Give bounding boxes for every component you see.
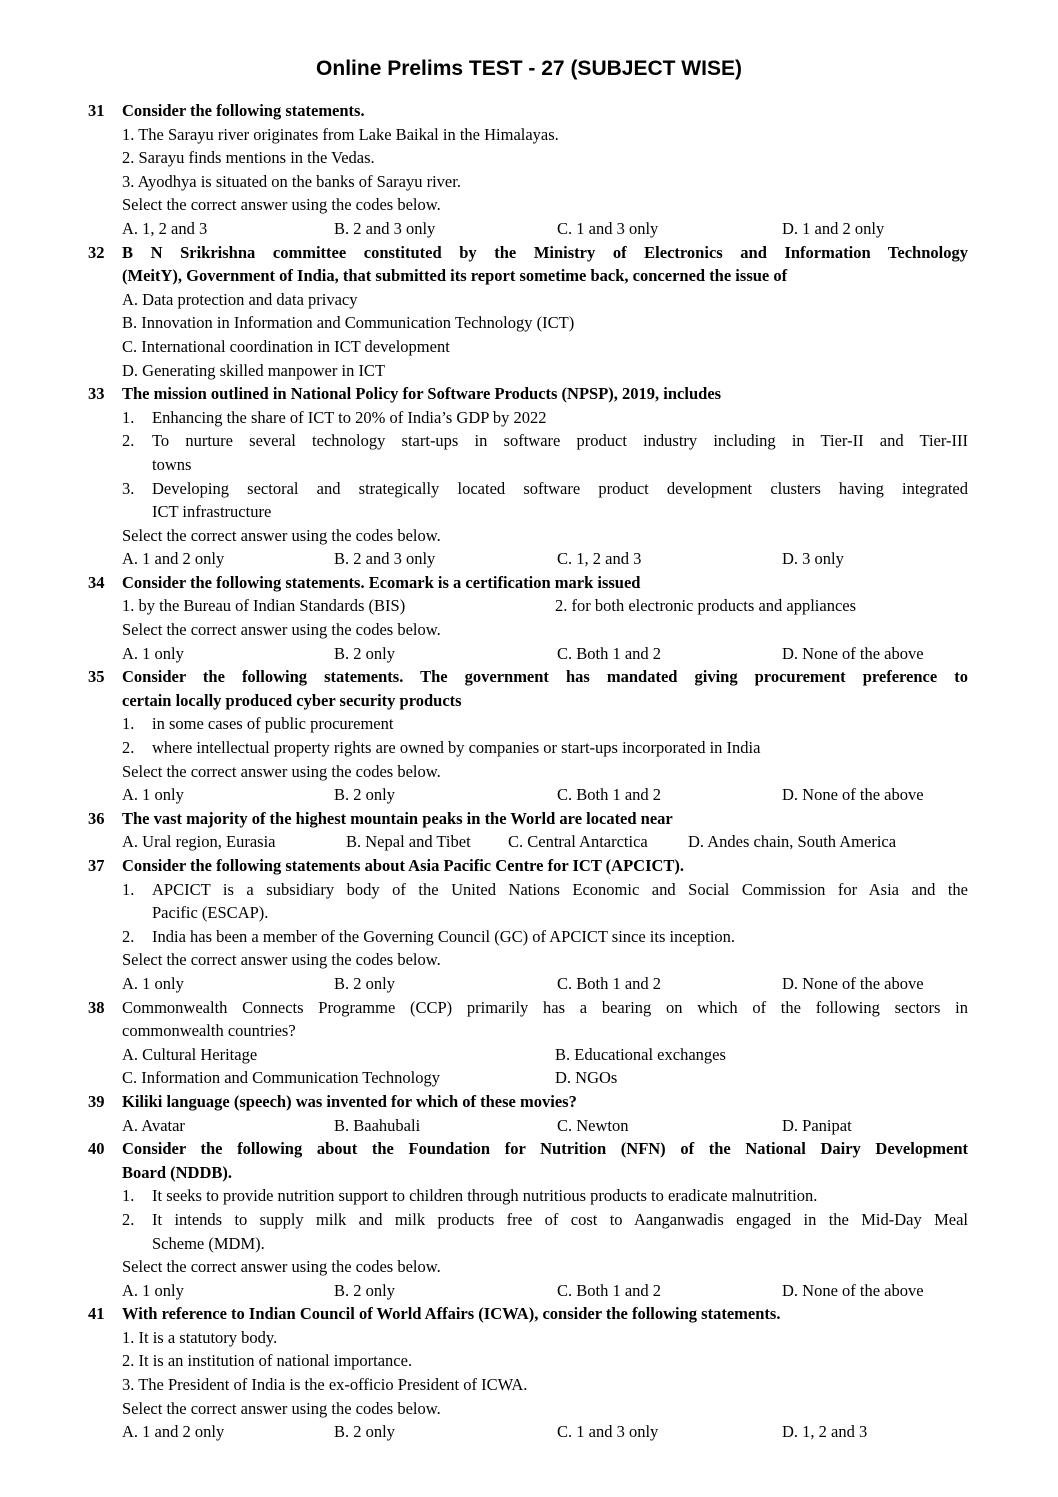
question-stem: certain locally produced cyber security products [122,690,462,710]
question-36 [88,807,968,854]
question-stem: Consider the following statements. Ecomark is a certification mark issued [122,572,641,592]
select-line: Select the correct answer using the codes below. [122,761,441,781]
statement-text: in some cases of public procurement [152,714,394,734]
question-stem: The mission outlined in National Policy for Software Products (NPSP), 2019, includes [122,384,722,404]
option-a: A. Cultural Heritage [122,1044,258,1064]
question-stem: Board (NDDB). [122,1162,232,1182]
option-c: C. Both 1 and 2 [557,1280,662,1300]
question-stem: Consider the following statements. The government has mandated giving procurement preference to [122,667,968,687]
options-row [122,830,968,854]
question-32 [88,241,968,383]
select-line: Select the correct answer using the codes below. [122,1398,441,1418]
numbered-statement [122,1208,968,1255]
question-number: 33 [88,384,105,404]
option-a: A. 1 and 2 only [122,549,225,569]
statement-2: 2. for both electronic products and appliances [555,596,857,616]
option-b: B. Baahubali [334,1115,421,1135]
question-number: 40 [88,1139,105,1159]
select-line: Select the correct answer using the codes below. [122,195,441,215]
option-a: A. Avatar [122,1115,185,1135]
statement-line: 1. It is a statutory body. [122,1327,278,1347]
option-b: B. 2 only [334,643,395,663]
statement-1: 1. by the Bureau of Indian Standards (BIS) [122,596,406,616]
option-b: B. Educational exchanges [555,1044,726,1064]
statement-number: 1. [122,714,135,734]
question-38 [88,996,968,1090]
option-c: C. Information and Communication Technology [122,1068,440,1088]
question-31 [88,99,968,241]
options-row [122,1279,968,1303]
options-row [122,972,968,996]
question-34 [88,571,968,665]
question-number: 39 [88,1091,105,1111]
select-line: Select the correct answer using the codes below. [122,950,441,970]
option-a: A. 1 only [122,973,184,993]
option-b: B. 2 only [334,1422,395,1442]
question-number: 34 [88,572,105,592]
question-stem: B N Srikrishna committee constituted by the Ministry of Electronics and Information Technology [122,242,968,262]
option-d: D. None of the above [782,1280,924,1300]
question-stem: The vast majority of the highest mountain peaks in the World are located near [122,808,673,828]
option-d: D. 3 only [782,549,844,569]
statement-line: 3. Ayodhya is situated on the banks of Sarayu river. [122,171,461,191]
question-number: 32 [88,242,105,262]
question-number: 37 [88,856,105,875]
option-d: D. 1, 2 and 3 [782,1422,868,1442]
option-c: C. Central Antarctica [508,832,648,852]
question-35 [88,665,968,807]
option-d: D. Panipat [782,1115,852,1135]
options-row [122,1114,968,1138]
question-stem: Kiliki language (speech) was invented for which of these movies? [122,1091,577,1111]
question-number: 35 [88,667,105,687]
option-b: B. 2 only [334,1280,395,1300]
question-stem: With reference to Indian Council of World Affairs (ICWA), consider the following statements. [122,1304,781,1324]
options-row [122,547,968,571]
statement-line: 1. The Sarayu river originates from Lake Baikal in the Himalayas. [122,124,559,144]
numbered-statement [122,712,968,736]
option-c: C. Both 1 and 2 [557,785,662,805]
statement-line: 2. Sarayu finds mentions in the Vedas. [122,148,375,168]
statement-number: 3. [122,478,135,498]
option-d: D. Generating skilled manpower in ICT [122,360,386,380]
option-c: C. 1 and 3 only [557,1422,659,1442]
option-b: B. 2 and 3 only [334,549,436,569]
option-c: C. Both 1 and 2 [557,973,662,993]
option-a: A. Ural region, Eurasia [122,832,276,852]
options-row [122,783,968,807]
option-b: B. 2 only [334,785,395,805]
question-number: 31 [88,101,105,120]
question-40 [88,1137,968,1302]
statement-line: 3. The President of India is the ex-officio President of ICWA. [122,1375,528,1395]
select-line: Select the correct answer using the codes below. [122,620,441,640]
question-stem: (MeitY), Government of India, that submitted its report sometime back, concerned the issue of [122,266,788,286]
option-d: D. NGOs [555,1068,618,1088]
options-row [122,1043,968,1067]
option-b: B. Nepal and Tibet [346,832,471,852]
select-line: Select the correct answer using the codes below. [122,1257,441,1277]
option-a: A. Data protection and data privacy [122,289,358,309]
question-stem: Consider the following about the Foundation for Nutrition (NFN) of the National Dairy Development [122,1139,968,1159]
statement-text: To nurture several technology start-ups in software product industry including in Tier-II and Tier-III towns [152,431,968,474]
statement-number: 2. [122,431,135,451]
statement-text: where intellectual property rights are owned by companies or start-ups incorporated in India [152,738,761,758]
options-row [122,642,968,666]
question-list [88,99,968,1444]
numbered-statement [122,1184,968,1208]
option-b: B. 2 only [334,973,395,993]
question-41 [88,1302,968,1444]
option-c: C. 1 and 3 only [557,218,659,238]
statement-text: It seeks to provide nutrition support to children through nutritious products to eradicate malnutrition. [152,1186,818,1206]
statement-line: 2. It is an institution of national importance. [122,1351,413,1371]
question-number: 41 [88,1304,105,1324]
option-d: D. None of the above [782,643,924,663]
numbered-statement [122,878,968,925]
statement-text: APCICT is a subsidiary body of the United Nations Economic and Social Commission for Asia and the Pacific (ESCAP). [152,879,968,923]
numbered-statement [122,406,968,430]
option-a: A. 1 and 2 only [122,1422,225,1442]
numbered-statement [122,925,968,949]
question-stem: Commonwealth Connects Programme (CCP) primarily has a bearing on which of the following sectors in [122,997,968,1017]
question-stem: commonwealth countries? [122,1021,296,1041]
statement-number: 2. [122,738,135,758]
option-c: C. International coordination in ICT development [122,336,450,356]
option-c: C. Newton [557,1115,629,1135]
statement-number: 2. [122,926,135,946]
statement-text: It intends to supply milk and milk products free of cost to Aanganwadis engaged in the Mid-Day Meal Scheme (MDM). [152,1209,968,1253]
option-b: B. Innovation in Information and Communication Technology (ICT) [122,313,575,333]
paired-statements-row [122,594,968,618]
page-title: Online Prelims TEST - 27 (SUBJECT WISE) [316,57,742,80]
option-d: D. None of the above [782,973,924,993]
option-d: D. Andes chain, South America [688,832,897,852]
option-a: A. 1, 2 and 3 [122,218,208,238]
statement-text: India has been a member of the Governing Council (GC) of APCICT since its inception. [152,926,736,946]
option-c: C. 1, 2 and 3 [557,549,642,569]
option-a: A. 1 only [122,643,184,663]
numbered-statement [122,429,968,476]
statement-number: 1. [122,1186,135,1206]
option-a: A. 1 only [122,785,184,805]
question-number: 36 [88,808,105,828]
numbered-statement [122,736,968,760]
question-33 [88,382,968,571]
question-stem: Consider the following statements. [122,101,365,120]
statement-number: 1. [122,407,135,427]
statement-number: 1. [122,879,135,899]
options-row [122,1066,968,1090]
option-a: A. 1 only [122,1280,184,1300]
select-line: Select the correct answer using the codes below. [122,525,441,545]
option-b: B. 2 and 3 only [334,218,436,238]
options-row [122,1420,968,1444]
question-39 [88,1090,968,1137]
statement-number: 2. [122,1209,135,1229]
statement-text: Enhancing the share of ICT to 20% of India’s GDP by 2022 [152,407,547,427]
option-d: D. None of the above [782,785,924,805]
option-c: C. Both 1 and 2 [557,643,662,663]
options-row [122,217,968,241]
question-37 [88,854,968,996]
statement-text: Developing sectoral and strategically located software product development clusters having integrated ICT infrastructure [152,478,968,522]
numbered-statement [122,477,968,524]
option-d: D. 1 and 2 only [782,218,885,238]
question-stem: Consider the following statements about Asia Pacific Centre for ICT (APCICT). [122,856,685,875]
question-number: 38 [88,997,105,1017]
